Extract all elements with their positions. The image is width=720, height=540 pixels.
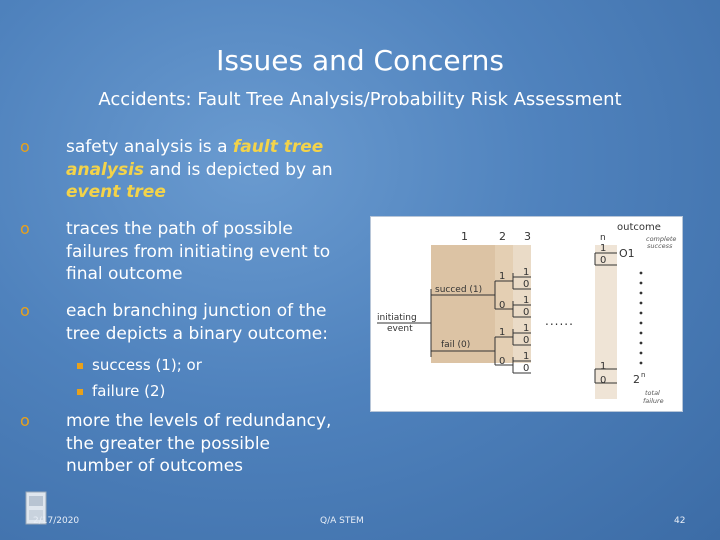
sub-bullet-failure: [77, 381, 165, 401]
sub-bullet-text: success (1); or: [92, 356, 202, 374]
event-label: event: [387, 324, 413, 334]
bullet-text: [66, 218, 358, 286]
bullet-text-line: and is depicted by an: [144, 159, 333, 180]
bullet-text: [66, 136, 358, 204]
bullet-text-line: each branching junction of the: [66, 301, 327, 321]
digit-1: 1: [499, 327, 506, 338]
digit-1: 1: [523, 295, 530, 306]
fail-label: fail (0): [441, 340, 471, 350]
failure-label: failure: [643, 397, 664, 405]
bullet-text: [66, 410, 358, 478]
digit-1: 1: [523, 323, 530, 334]
event-tree-figure: [370, 216, 683, 412]
column-2-label: 2: [499, 230, 506, 243]
sub-bullet-success: [77, 355, 202, 375]
sub-bullet-text: failure (2): [92, 382, 166, 400]
digit-1: 1: [523, 267, 530, 278]
outcome-o1: O1: [619, 247, 635, 260]
bullet-marker: o: [20, 411, 30, 430]
digit-1: 1: [600, 361, 607, 372]
outcome-label: outcome: [617, 222, 661, 233]
column-n-label: n: [600, 233, 606, 243]
bullet-text-line: the greater the possible: [66, 433, 271, 454]
digit-0: 0: [523, 307, 530, 318]
bullet-text-line: more the levels of redundancy,: [66, 411, 332, 431]
bullet-text-line: safety analysis is a: [66, 137, 233, 157]
digit-0: 0: [600, 375, 607, 386]
digit-1: 1: [499, 271, 506, 282]
digit-0: 0: [523, 279, 530, 290]
bullet-marker: o: [20, 301, 30, 320]
bullet-marker: o: [20, 137, 30, 156]
outcome-2n-exponent: n: [641, 371, 646, 379]
digit-0: 0: [499, 356, 506, 367]
bullet-text-line: traces the path of possible: [66, 219, 293, 239]
slide-title: Issues and Concerns: [216, 44, 504, 77]
bullet-text-line: number of outcomes: [66, 456, 244, 476]
digit-1: 1: [600, 243, 607, 254]
digit-1: 1: [523, 351, 530, 362]
digit-0: 0: [523, 335, 530, 346]
vertical-dots: [640, 272, 643, 365]
footer-center-text: Q/A STEM: [320, 516, 364, 526]
column-1-label: 1: [461, 230, 468, 243]
bullet-text-line: failures from initiating event to: [66, 241, 331, 262]
outcome-2n: 2: [633, 373, 640, 386]
bullet-text-line: final outcome: [66, 264, 183, 284]
success-label: success: [647, 242, 673, 250]
ellipsis: ......: [545, 314, 574, 328]
complete-label: complete: [646, 235, 677, 243]
square-bullet-icon: [77, 363, 83, 369]
digit-0: 0: [523, 363, 530, 374]
emphasis-analysis: analysis: [66, 159, 145, 180]
digit-0: 0: [600, 255, 607, 266]
emphasis-event-tree: event tree: [66, 182, 166, 202]
initiating-label: initiating: [377, 313, 417, 323]
column-3-label: 3: [524, 230, 531, 243]
bullet-text-line: tree depicts a binary outcome:: [66, 323, 328, 344]
square-bullet-icon: [77, 389, 83, 395]
event-tree-diagram: [371, 217, 682, 411]
bullet-text: [66, 300, 358, 345]
digit-0: 0: [499, 300, 506, 311]
slide-subtitle: Accidents: Fault Tree Analysis/Probability Risk Assessment: [98, 89, 622, 110]
slide-number: 42: [674, 516, 686, 526]
succed-label: succed (1): [435, 285, 483, 295]
total-label: total: [645, 389, 660, 397]
footer-date: 2/17/2020: [33, 516, 80, 526]
emphasis-fault-tree: fault tree: [232, 137, 324, 157]
bullet-marker: o: [20, 219, 30, 238]
